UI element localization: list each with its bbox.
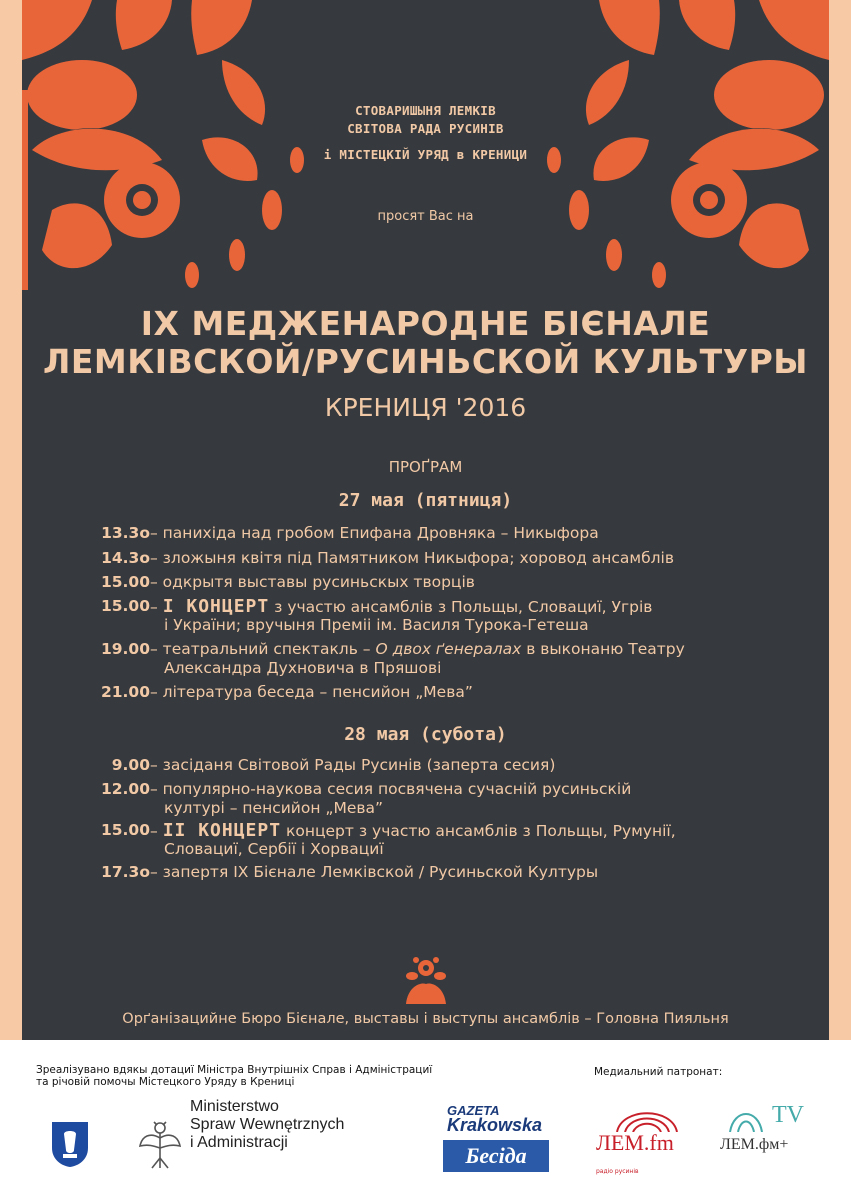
organizer-note: Орґанізацийне Бюро Бієнале, выставы і выступы ансамблів – Головна Пияльня [122,1011,729,1027]
lem-tv-arc-icon [726,1104,766,1132]
krynica-coat-of-arms-icon [50,1120,90,1168]
day1-heading: 27 мая (пятниця) [338,490,513,511]
org-line-2: СВІТОВА РАДА РУСИНІВ [347,121,504,136]
gazeta-krakowska-logo: GAZETA Krakowska [447,1103,543,1135]
lem-tv-label: TV [772,1102,804,1128]
lem-fm-tagline: радіо русинів [596,1168,639,1175]
floral-ornament-left [22,0,312,290]
beseda-logo: Бесіда [443,1140,549,1172]
title-line-1: IX МЕДЖЕНАРОДНЕ БІЄНАЛЕ [140,304,711,343]
concert-label: II КОНЦЕРТ [162,820,282,841]
org-line-3: і МІСТЕЦКІЙ УРЯД в КРЕНИЦИ [323,147,528,162]
media-patron-label: Медиальний патронат: [594,1066,723,1078]
subtitle: КРЕНИЦЯ '2016 [324,393,527,422]
ministry-logo-text: Ministerstwo Spraw Wewnętrznych i Administracji [190,1098,345,1151]
lem-fm-logo: ЛЕМ.fm [596,1130,674,1155]
title-line-2: ЛЕМКІВСКОЙ/РУСИНЬСКОЙ КУЛЬТУРЫ [42,342,808,381]
day2-heading: 28 мая (субота) [344,724,507,745]
lem-fm-plus-logo: ЛЕМ.фм+ [720,1136,789,1153]
concert-label: I КОНЦЕРТ [162,596,270,617]
small-floral-ornament [403,954,449,1004]
polish-eagle-icon [138,1118,182,1170]
org-line-1: СТОВАРИШЫНЯ ЛЕМКІВ [355,103,496,118]
lem-fm-waves-icon [612,1102,682,1132]
funding-note: Зреалізувано вдякы дотациї Міністра Внутрішніх Справ і Адміністрациї та річовій помочы Містецкого Уряду в Крениці [36,1064,433,1088]
sponsor-strip [0,1040,851,1191]
program-label: ПРОҐРАМ [388,458,463,476]
invite-text: просят Вас на [377,209,474,224]
poster: СТОВАРИШЫНЯ ЛЕМКІВ СВІТОВА РАДА РУСИНІВ і МІСТЕЦКІЙ УРЯД в КРЕНИЦИ просят Вас на IX МЕДЖЕНАРОДНЕ БІЄНАЛЕ ЛЕМКІВСКОЙ/РУСИНЬСКОЙ КУЛЬТУРЫ КРЕНИЦЯ '2016 ПРОҐРАМ 27 мая (пятниця) 13.3о – панихіда над гробом Епифана Дровняка – Никыфора 14.3о – зложыня квітя під Памятником Никыфора; хоровод ансамблів 15.00 – одкрытя выставы русиньскых творців 15.00 – I КОНЦЕРТ з участю ансамблів з Польщы, Словациї, Угрів і України; вручыня Преміі ім. Василя Турока-Гетеша 19.00 – театральний спектакль – О двох ґенералах в выконаню Театру Александра Духновича в Пряшові 21.00 – література беседа – пенсийон „Мева” 28 мая (субота) 9.00 – засіданя Світовой Рады Русинів (заперта сесия) 12.00 – популярно-наукова сесия посвячена сучасній русиньскій културі – пенсийон „Мева” 15.00 – II КОНЦЕРТ концерт з участю ансамблів з Польщы, Румунії, Словациї, Сербії і Хорвациї 17.3о – запертя IX Бієнале Лемківской / Русиньской Културы Орґанізацийне Бюро Бієнале, выставы і выступы ансамблів – Головна Пияльня [22,0,829,1040]
floral-ornament-right [539,0,829,290]
